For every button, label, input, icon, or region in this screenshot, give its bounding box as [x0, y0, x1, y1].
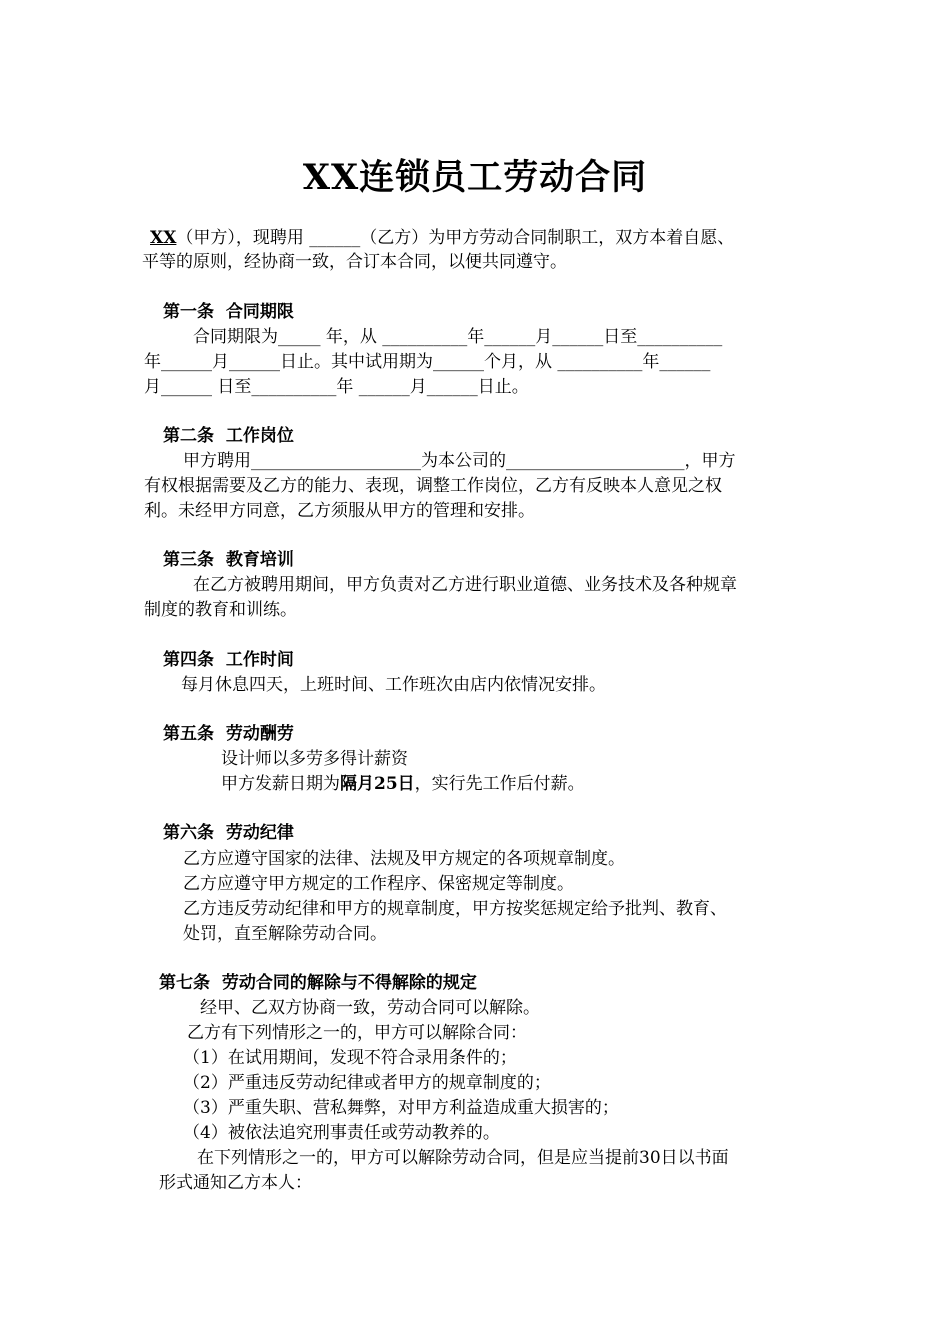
article-6-line-1: 乙方应遵守国家的法律、法规及甲方规定的各项规章制度。 [183, 849, 625, 869]
article-7-heading: 第七条 劳动合同的解除与不得解除的规定 [159, 973, 477, 993]
article-6-line-4: 处罚，直至解除劳动合同。 [183, 924, 387, 944]
article-3-line-1: 在乙方被聘用期间，甲方负责对乙方进行职业道德、业务技术及各种规章 [193, 575, 737, 595]
pay-date: 隔月25日 [340, 774, 415, 794]
article-7-item-1: （1）在试用期间，发现不符合录用条件的； [183, 1048, 517, 1068]
article-4-line-1: 每月休息四天，上班时间、工作班次由店内依情况安排。 [181, 675, 606, 695]
party-a-name: XX [150, 228, 177, 248]
document-title: XX连锁员工劳动合同 [302, 157, 648, 198]
article-3-line-2: 制度的教育和训练。 [144, 600, 297, 620]
article-7-item-2: （2）严重违反劳动纪律或者甲方的规章制度的； [183, 1073, 551, 1093]
article-7-line-2: 乙方有下列情形之一的，甲方可以解除合同： [187, 1023, 527, 1043]
article-1-line-1: 合同期限为_____ 年，从 __________年______月______日至__________ [193, 327, 723, 347]
article-7-item-3: （3）严重失职、营私舞弊，对甲方利益造成重大损害的； [183, 1098, 619, 1118]
article-5-line-2-post: ，实行先工作后付薪。 [414, 774, 585, 794]
article-5-line-1: 设计师以多劳多得计薪资 [221, 749, 408, 769]
article-6-line-2: 乙方应遵守甲方规定的工作程序、保密规定等制度。 [183, 874, 574, 894]
article-4-heading: 第四条 工作时间 [163, 650, 294, 670]
article-2-line-3: 利。未经甲方同意，乙方须服从甲方的管理和安排。 [144, 501, 535, 521]
article-5-heading: 第五条 劳动酬劳 [163, 724, 294, 744]
intro-line-2: 平等的原则，经协商一致，合订本合同，以便共同遵守。 [142, 252, 567, 272]
article-6-heading: 第六条 劳动纪律 [163, 823, 294, 843]
article-5-line-2-pre: 甲方发薪日期为 [221, 774, 340, 794]
article-7-line-4: 形式通知乙方本人： [159, 1173, 312, 1193]
article-2-line-2: 有权根据需要及乙方的能力、表现，调整工作岗位，乙方有反映本人意见之权 [144, 476, 722, 496]
intro-line-1 [150, 228, 734, 248]
article-7-line-1: 经甲、乙双方协商一致，劳动合同可以解除。 [200, 998, 540, 1018]
article-2-line-1: 甲方聘用____________________为本公司的_____________________，甲方 [183, 451, 736, 471]
article-3-heading: 第三条 教育培训 [163, 550, 294, 570]
article-1-line-3: 月______ 日至__________年 ______月______日止。 [144, 377, 529, 397]
intro-line-1-rest: （甲方），现聘用 ______（乙方）为甲方劳动合同制职工，双方本着自愿、 [176, 228, 735, 248]
article-1-line-2: 年______月______日止。其中试用期为______个月，从 __________年______ [144, 352, 711, 372]
article-1-heading: 第一条 合同期限 [163, 302, 294, 322]
article-5-line-2 [221, 774, 585, 794]
article-2-heading: 第二条 工作岗位 [163, 426, 294, 446]
article-7-line-3: 在下列情形之一的，甲方可以解除劳动合同，但是应当提前30日以书面 [197, 1148, 729, 1168]
article-6-line-3: 乙方违反劳动纪律和甲方的规章制度，甲方按奖惩规定给予批判、教育、 [183, 899, 727, 919]
article-7-item-4: （4）被依法追究刑事责任或劳动教养的。 [183, 1123, 500, 1143]
